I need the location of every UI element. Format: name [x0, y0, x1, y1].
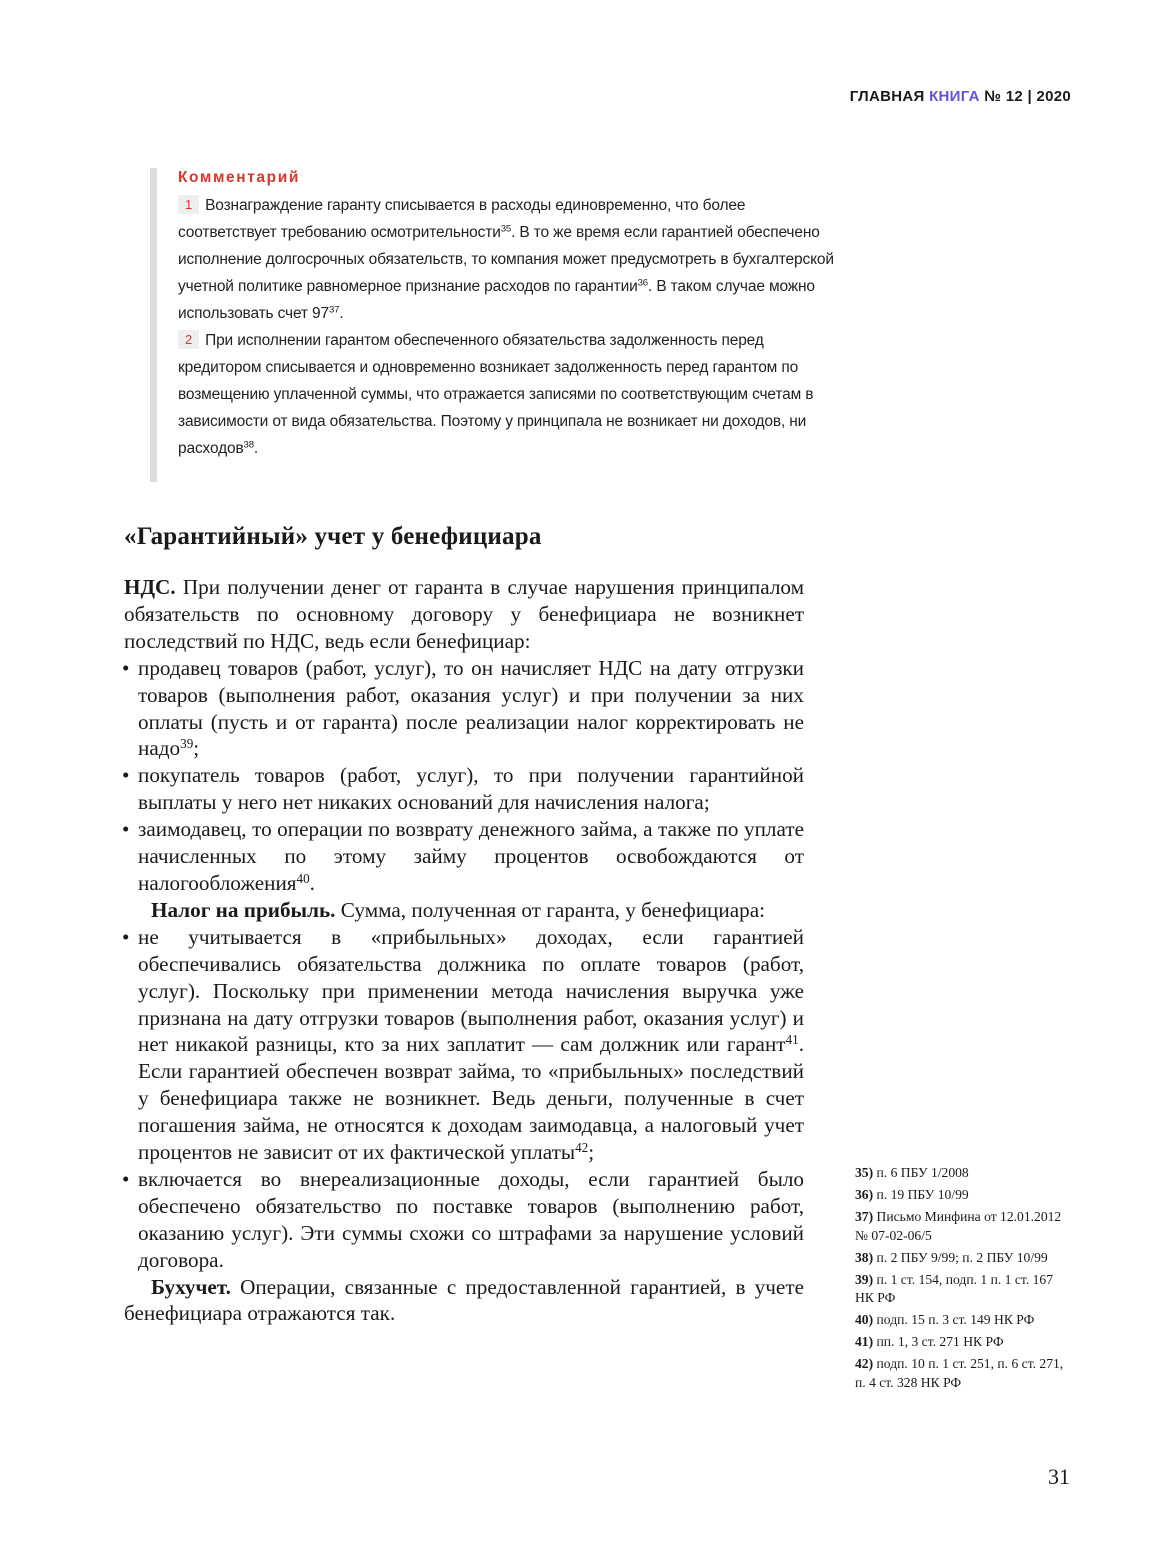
section-heading: «Гарантийный» учет у бенефициара: [124, 523, 542, 550]
footnote-ref: 37: [328, 304, 340, 316]
article: [124, 520, 804, 1327]
footnote-ref: 42: [575, 1139, 589, 1155]
footnote: 37) Письмо Минфина от 12.01.2012 № 07-02-06/5: [855, 1209, 1062, 1243]
footnote-ref: 35: [500, 223, 512, 235]
paragraph-profit-tax: Налог на прибыль. Сумма, полученная от гаранта, у бенефициара:: [151, 897, 766, 922]
magazine-header: [850, 88, 1071, 105]
comment-item-number: 2: [178, 330, 199, 349]
footnote: 36) п. 19 ПБУ 10/99: [855, 1187, 969, 1202]
paragraph-lead: Бухучет.: [151, 1274, 231, 1299]
footnote: 39) п. 1 ст. 154, подп. 1 п. 1 ст. 167 НК РФ: [855, 1271, 1054, 1305]
footnote-number: 40): [855, 1312, 874, 1327]
footnote-number: 36): [855, 1187, 874, 1202]
footnote: 42) подп. 10 п. 1 ст. 251, п. 6 ст. 271, п. 4 ст. 328 НК РФ: [855, 1356, 1064, 1390]
brand-part1: ГЛАВНАЯ: [849, 88, 925, 105]
list-item: • включается во внереализационные доходы, если гарантией было обеспечено обязательство по поставке товаров (выполнению работ, оказанию услуг). Эти суммы схожи со штрафами за нарушение условий договора.: [124, 1166, 804, 1274]
comment-item-number: 1: [178, 195, 199, 214]
footnote: 35) п. 6 ПБУ 1/2008: [855, 1165, 969, 1180]
footnote-ref: 38: [243, 439, 254, 451]
footnote-number: 39): [855, 1271, 874, 1287]
footnote-number: 42): [855, 1356, 874, 1371]
vat-list: [124, 655, 804, 897]
issue-number: № 12 | 2020: [984, 88, 1071, 105]
footnote: 41) пп. 1, 3 ст. 271 НК РФ: [855, 1334, 1004, 1349]
list-item: • заимодавец, то операции по возврату денежного займа, а также по уплате начисленных по этому займу процентов освобождаются от налогообложения$^{40}$.: [124, 816, 804, 897]
footnote-ref: 40: [296, 870, 310, 886]
paragraph-vat: НДС. При получении денег от гаранта в случае нарушения принципалом обязательств по основному договору у бенефициара не возникнет последствий по НДС, ведь если бенефициар:: [124, 575, 804, 653]
paragraph-lead: Налог на прибыль.: [151, 897, 336, 922]
paragraph-accounting: Бухучет. Операции, связанные с предоставленной гарантией, в учете бенефициара отражаются так.: [124, 1274, 804, 1326]
comment-item-2: 2 При исполнении гарантом обеспеченного обязательства задолженность перед кредитором списывается и одновременно возникает задолженность перед гарантом по возмещению уплаченной суммы, что отражается записями по соответствующим счетам в зависимости от вида обязательства. Поэтому у принципала не возникает ни доходов, ни расходов$^{38}$.: [178, 332, 814, 457]
comment-item-1: 1 Вознаграждение гаранту списывается в расходы единовременно, что более соответствует требованию осмотрительности$^{35}$. В то же время если гарантией обеспечено исполнение долгосрочных обязательств, то компания может предусмотреть в бухгалтерской учетной политике равномерное признание расходов по гарантии$^{36}$. В таком случае можно использовать счет $97^{37}$.: [178, 197, 834, 322]
comment-box: [150, 168, 838, 482]
footnote-number: 38): [855, 1249, 874, 1265]
footnote-number: 35): [855, 1165, 874, 1180]
list-item: • не учитывается в «прибыльных» доходах, если гарантией обеспечивались обязательства должника по оплате товаров (работ, услуг). Поскольку при применении метода начисления выручка уже признана на дату отгрузки товаров (выполнения работ, оказания услуг) и нет никакой разницы, кто за них заплатит — сам должник или гарант$^{41}$. Если гарантией обеспечен возврат займа, то «прибыльных» последствий у бенефициара также не возникнет. Ведь деньги, полученные в счет погашения займа, не относятся к доходам заимодавца, а налоговый учет процентов не зависит от их фактической уплаты$^{42}$;: [124, 924, 804, 1166]
comment-title: Комментарий: [178, 169, 300, 186]
brand-part2: КНИГА: [929, 88, 980, 105]
footnotes: [855, 1164, 1070, 1396]
footnote-ref: 41: [785, 1032, 799, 1048]
footnote-number: 37): [855, 1209, 874, 1224]
footnote-ref: 36: [637, 277, 648, 289]
article-body: [124, 574, 804, 1327]
footnote-ref: 39: [180, 736, 194, 752]
footnote: 38) п. 2 ПБУ 9/99; п. 2 ПБУ 10/99: [855, 1249, 1048, 1265]
list-item: • покупатель товаров (работ, услуг), то при получении гарантийной выплаты у него нет никаких оснований для начисления налога;: [124, 762, 804, 816]
profit-tax-list: [124, 924, 804, 1274]
list-item: • продавец товаров (работ, услуг), то он начисляет НДС на дату отгрузки товаров (выполнения работ, оказания услуг) и при получении за них оплаты (пусть и от гаранта) после реализации налог корректировать не надо$^{39}$;: [124, 655, 804, 763]
footnote: 40) подп. 15 п. 3 ст. 149 НК РФ: [855, 1312, 1035, 1327]
paragraph-lead: НДС.: [124, 575, 176, 599]
footnote-number: 41): [855, 1334, 874, 1349]
page-number: 31: [1048, 1464, 1070, 1489]
